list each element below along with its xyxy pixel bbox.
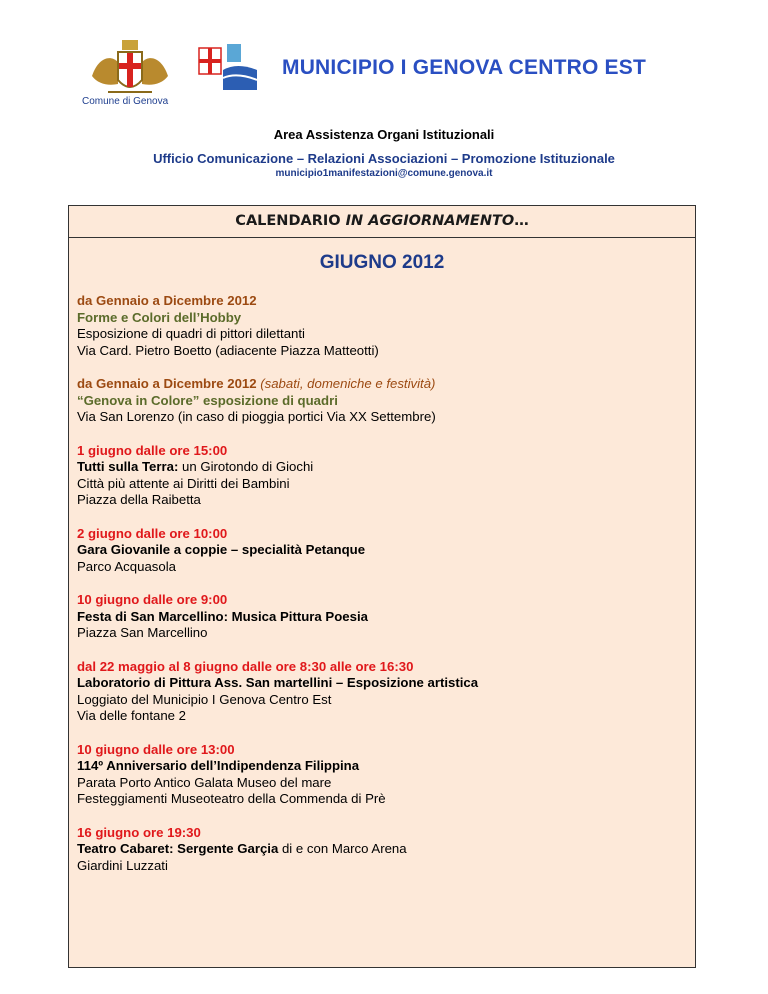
event-detail: Loggiato del Municipio I Genova Centro Est bbox=[77, 691, 332, 707]
contact-email: municipio1manifestazioni@comune.genova.it bbox=[275, 168, 493, 179]
calendar-heading-prefix: CALENDARIO bbox=[235, 213, 346, 229]
event-location: Giardini Luzzati bbox=[77, 857, 168, 873]
calendar-heading-suffix: … bbox=[514, 213, 529, 229]
month-title: GIUGNO 2012 bbox=[319, 252, 445, 273]
event-location: Via Card. Pietro Boetto (adiacente Piazza Matteotti) bbox=[77, 342, 379, 358]
event-date: 2 giugno dalle ore 10:00 bbox=[77, 525, 228, 541]
calendar-box bbox=[68, 205, 696, 968]
event-item bbox=[77, 659, 687, 725]
event-list bbox=[77, 293, 687, 891]
event-location: Festeggiamenti Museoteatro della Commenda di Prè bbox=[77, 791, 386, 806]
event-title: 114º Anniversario dell’Indipendenza Filippina bbox=[77, 758, 360, 773]
event-title-rest: di e con Marco Arena bbox=[278, 841, 407, 856]
event-item bbox=[77, 443, 687, 509]
genova-crest-icon bbox=[88, 36, 172, 100]
event-date: da Gennaio a Dicembre 2012 bbox=[77, 293, 257, 308]
event-date-note: (sabati, domeniche e festività) bbox=[256, 376, 436, 391]
event-date: dal 22 maggio al 8 giugno dalle ore 8:30 alle ore 16:30 bbox=[77, 658, 414, 674]
event-item bbox=[77, 825, 687, 875]
event-date-line bbox=[77, 376, 687, 393]
event-title: “Genova in Colore” esposizione di quadri bbox=[77, 392, 338, 408]
event-location: Via delle fontane 2 bbox=[77, 708, 187, 723]
event-location: Piazza della Raibetta bbox=[77, 492, 201, 507]
ufficio-heading: Ufficio Comunicazione – Relazioni Associazioni – Promozione Istituzionale bbox=[153, 151, 615, 166]
event-location: Parco Acquasola bbox=[77, 558, 176, 574]
area-heading: Area Assistenza Organi Istituzionali bbox=[273, 127, 495, 142]
event-item bbox=[77, 293, 687, 359]
event-title-line bbox=[77, 841, 687, 858]
event-detail: Città più attente ai Diritti dei Bambini bbox=[77, 475, 290, 491]
event-location: Via San Lorenzo (in caso di pioggia portici Via XX Settembre) bbox=[77, 409, 436, 424]
letterhead bbox=[0, 0, 768, 200]
event-title: Forme e Colori dell’Hobby bbox=[77, 309, 242, 325]
event-item bbox=[77, 592, 687, 642]
event-title: Gara Giovanile a coppie – specialità Petanque bbox=[77, 542, 366, 557]
event-title: Teatro Cabaret: Sergente Garçia bbox=[77, 841, 279, 856]
comune-label: Comune di Genova bbox=[82, 96, 169, 107]
event-date: 16 giugno ore 19:30 bbox=[77, 824, 201, 840]
event-title: Laboratorio di Pittura Ass. San martellini – Esposizione artistica bbox=[77, 675, 479, 690]
event-title: Tutti sulla Terra: bbox=[77, 459, 179, 474]
event-date: 10 giugno dalle ore 13:00 bbox=[77, 741, 235, 757]
event-location: Piazza San Marcellino bbox=[77, 625, 208, 640]
event-date: 10 giugno dalle ore 9:00 bbox=[77, 592, 228, 607]
calendar-heading-italic: IN AGGIORNAMENTO bbox=[345, 213, 515, 229]
municipio-logo-icon bbox=[197, 40, 259, 92]
event-item bbox=[77, 742, 687, 808]
event-title-rest: un Girotondo di Giochi bbox=[178, 459, 314, 474]
event-item bbox=[77, 376, 687, 426]
event-item bbox=[77, 526, 687, 576]
event-title-line bbox=[77, 459, 687, 476]
event-title: Festa di San Marcellino: Musica Pittura Poesia bbox=[77, 608, 368, 624]
event-date: da Gennaio a Dicembre 2012 bbox=[77, 376, 257, 391]
event-date: 1 giugno dalle ore 15:00 bbox=[77, 442, 228, 458]
calendar-heading bbox=[69, 206, 695, 238]
event-detail: Parata Porto Antico Galata Museo del mare bbox=[77, 774, 332, 790]
municipio-title: MUNICIPIO I GENOVA CENTRO EST bbox=[282, 56, 646, 79]
event-detail: Esposizione di quadri di pittori dilettanti bbox=[77, 326, 305, 341]
